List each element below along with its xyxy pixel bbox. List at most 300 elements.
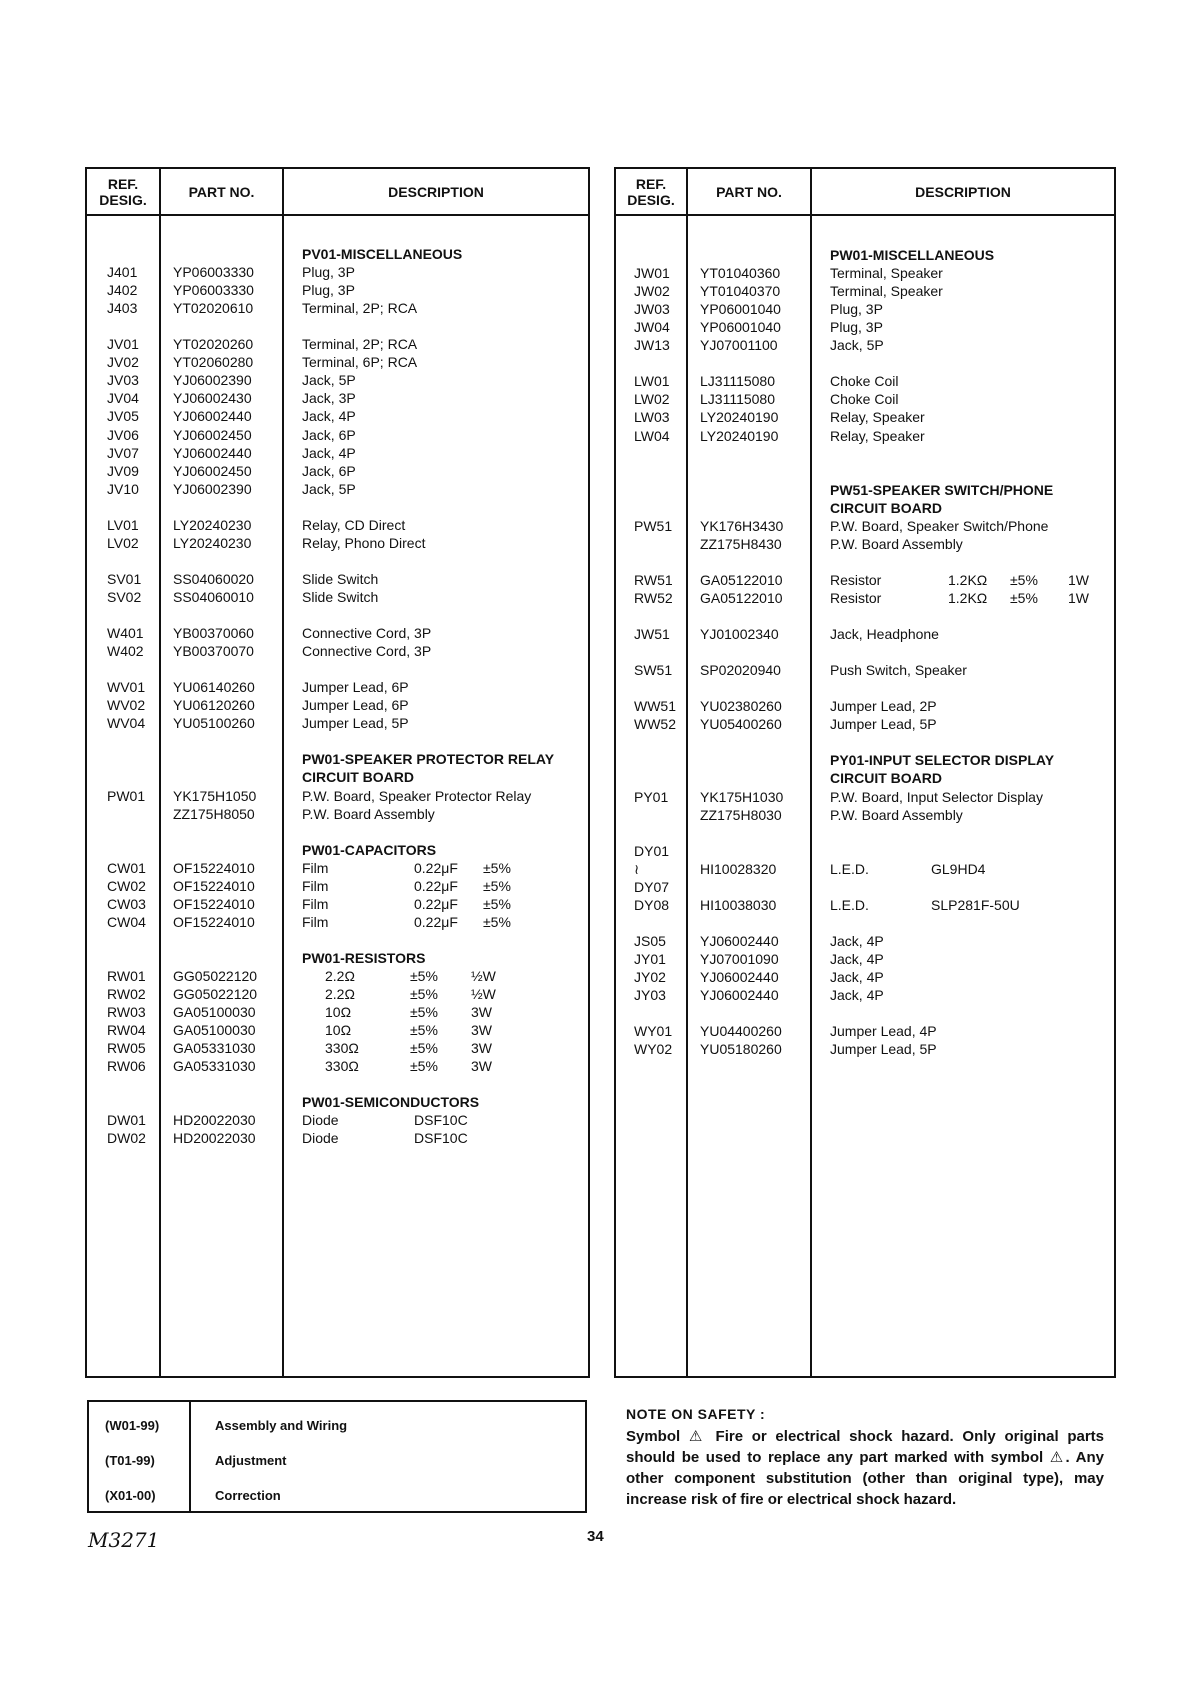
table-row: [616, 788, 1114, 806]
table-row: [87, 805, 588, 823]
ref-desig: JW51: [634, 626, 670, 643]
part-number: YU06120260: [173, 697, 255, 714]
ref-desig: PY01: [634, 788, 669, 805]
spec-value: 0.22μF: [414, 895, 458, 912]
table-row: [87, 696, 588, 714]
ref-desig: J401: [107, 264, 138, 281]
table-row: [87, 389, 588, 407]
part-number: YK176H3430: [700, 517, 784, 534]
part-number: YT02020260: [173, 336, 254, 353]
table-row: [616, 372, 1114, 390]
section-title: PV01-MISCELLANEOUS: [302, 246, 463, 262]
spec-value: 0.22μF: [414, 859, 458, 876]
ref-desig: JY02: [634, 969, 666, 985]
ref-desig: WY02: [634, 1041, 673, 1058]
table-row: [87, 1057, 588, 1075]
section-title: PW01-RESISTORS: [302, 949, 426, 966]
section-heading: [616, 499, 1114, 517]
ref-desig: SV02: [107, 588, 142, 605]
ref-desig-header: REF. DESIG.: [627, 175, 675, 208]
ref-desig: JW04: [634, 319, 670, 336]
ref-desig: CW03: [107, 895, 146, 912]
description: Jumper Lead, 5P: [830, 1041, 937, 1058]
spec-value: 0.22μF: [414, 913, 458, 930]
part-number: YJ06002390: [173, 372, 252, 389]
description: Jumper Lead, 6P: [302, 697, 409, 714]
description-header: DESCRIPTION: [915, 183, 1011, 200]
description: Jack, 5P: [302, 480, 356, 497]
part-number: YU05180260: [700, 1041, 782, 1058]
section-title: PW51-SPEAKER SWITCH/PHONE: [830, 481, 1054, 498]
safety-note: [626, 1406, 1104, 1510]
description: Resistor: [830, 589, 882, 606]
section-heading: [616, 481, 1114, 499]
part-number: HD20022030: [173, 1130, 256, 1147]
table-row: [87, 371, 588, 389]
ref-desig: ≀: [634, 860, 640, 877]
table-row: [616, 950, 1114, 968]
ref-desig: JY03: [634, 987, 666, 1004]
section-title: PW01-MISCELLANEOUS: [830, 247, 995, 263]
ref-desig: W402: [107, 643, 144, 660]
tolerance: ±5%: [1010, 589, 1038, 606]
section-heading: [87, 949, 588, 967]
part-number: YT01040370: [700, 283, 781, 300]
ref-desig: LW04: [634, 427, 670, 444]
description: Connective Cord, 3P: [302, 643, 432, 660]
description: Terminal, 2P; RCA: [302, 300, 418, 317]
section-heading: [87, 1093, 588, 1111]
revision-legend: [87, 1400, 587, 1513]
ref-desig: JV04: [107, 390, 139, 407]
description: Resistor: [830, 571, 882, 588]
description: Jack, 6P: [302, 462, 356, 479]
part-number: GA05122010: [700, 571, 783, 588]
legend-row: (W01-99) Assembly and Wiring: [105, 1418, 348, 1433]
table-row: [616, 571, 1114, 589]
wattage: 3W: [471, 1022, 492, 1039]
part-number: SS04060010: [173, 588, 254, 605]
ref-desig: W401: [107, 625, 144, 642]
part-number: YJ01002340: [700, 626, 779, 643]
ref-desig: J403: [107, 300, 138, 317]
ref-desig: RW51: [634, 571, 673, 588]
spec-tolerance: ±5%: [483, 895, 511, 912]
wattage: 3W: [471, 1040, 492, 1057]
tolerance: ±5%: [410, 1004, 438, 1021]
table-row: [87, 407, 588, 425]
part-number: YJ07001090: [700, 950, 779, 967]
description: Jack, 4P: [830, 932, 884, 949]
ref-desig: WV01: [107, 679, 146, 696]
part-number: GA05331030: [173, 1040, 256, 1057]
ref-desig: DY07: [634, 878, 670, 895]
tolerance: ±5%: [1010, 571, 1038, 588]
ref-desig: CW01: [107, 859, 146, 876]
description: L.E.D.: [830, 896, 869, 913]
part-number: YT02060280: [173, 354, 254, 371]
part-number: YT02020610: [173, 300, 254, 317]
description: Jumper Lead, 5P: [302, 715, 409, 732]
ref-desig: JY01: [634, 950, 666, 967]
ref-desig: RW03: [107, 1004, 146, 1021]
table-row: [616, 517, 1114, 535]
ref-desig: JW01: [634, 265, 670, 282]
part-number: HI10028320: [700, 860, 777, 877]
part-number: OF15224010: [173, 877, 255, 894]
ref-desig: WW52: [634, 716, 676, 733]
ref-desig: RW02: [107, 986, 146, 1003]
description: P.W. Board Assembly: [830, 535, 963, 552]
description: P.W. Board, Speaker Protector Relay: [302, 787, 532, 804]
table-row: [87, 516, 588, 534]
description: Jack, 4P: [830, 969, 884, 985]
ref-desig: DW01: [107, 1112, 146, 1129]
ref-desig: RW04: [107, 1022, 146, 1039]
table-row: [616, 264, 1114, 282]
description: Film: [302, 895, 329, 912]
part-number: GG05022120: [173, 986, 258, 1003]
part-number: ZZ175H8030: [700, 806, 782, 823]
part-number: YP06003330: [173, 264, 254, 281]
description: Plug, 3P: [830, 301, 883, 318]
part-number: YJ06002440: [700, 969, 779, 985]
tolerance: ±5%: [410, 1040, 438, 1057]
ref-desig: RW52: [634, 589, 673, 606]
table-row: [616, 589, 1114, 607]
section-heading: [616, 751, 1114, 769]
resistance: 330Ω: [325, 1058, 359, 1075]
description: P.W. Board Assembly: [830, 806, 963, 823]
safety-note-text: Symbol ⚠ Fire or electrical shock hazard. Only original parts should be used to replace any part marked with symbol ⚠. Any other component substitution (other than original type), may increase risk of fire or electrical shock hazard.: [626, 1428, 1104, 1508]
part-number: OF15224010: [173, 895, 255, 912]
ref-desig: DW02: [107, 1130, 146, 1147]
table-row: [87, 353, 588, 371]
table-row: [616, 390, 1114, 408]
spec-value: DSF10C: [414, 1112, 468, 1129]
part-number: LJ31115080: [700, 391, 775, 408]
description: Jumper Lead, 6P: [302, 679, 409, 696]
table-row: [87, 859, 588, 877]
description: Film: [302, 913, 329, 930]
section-title: PW01-SPEAKER PROTECTOR RELAY: [302, 751, 555, 768]
table-row: [616, 1040, 1114, 1058]
description: Jack, Headphone: [830, 626, 939, 643]
part-number: YJ06002390: [173, 480, 252, 497]
table-row: [616, 896, 1114, 914]
ref-desig: DY01: [634, 842, 670, 859]
part-number: YU05100260: [173, 715, 255, 732]
wattage: 1W: [1068, 589, 1089, 606]
description: Jack, 4P: [302, 444, 356, 461]
table-row: [87, 281, 588, 299]
ref-desig: WY01: [634, 1023, 673, 1040]
section-title: PY01-INPUT SELECTOR DISPLAY: [830, 752, 1055, 769]
part-number: YJ06002450: [173, 426, 252, 443]
wattage: 1W: [1068, 571, 1089, 588]
table-row: [616, 318, 1114, 336]
part-number: ZZ175H8430: [700, 535, 782, 552]
ref-desig: CW04: [107, 913, 146, 930]
part-number: GA05100030: [173, 1004, 256, 1021]
part-number: OF15224010: [173, 913, 255, 930]
wattage: 3W: [471, 1058, 492, 1075]
description: Jack, 4P: [830, 987, 884, 1004]
description: Plug, 3P: [302, 282, 355, 299]
part-number: YU02380260: [700, 698, 782, 715]
description: P.W. Board, Speaker Switch/Phone: [830, 517, 1049, 534]
description: P.W. Board Assembly: [302, 805, 435, 822]
table-row: [87, 570, 588, 588]
ref-desig: JV09: [107, 462, 139, 479]
ref-desig: JW02: [634, 283, 670, 300]
wattage: ½W: [471, 968, 496, 984]
parts-table-left: [85, 167, 590, 1378]
ref-desig: LV01: [107, 516, 139, 533]
part-number: YJ06002430: [173, 390, 252, 407]
table-row: [87, 1111, 588, 1129]
table-row: [87, 263, 588, 281]
part-number: LY20240230: [173, 534, 252, 551]
table-row: [616, 697, 1114, 715]
part-number: YJ06002450: [173, 462, 252, 479]
description: Jack, 4P: [302, 408, 356, 425]
description: Jumper Lead, 4P: [830, 1023, 937, 1040]
resistance: 2.2Ω: [325, 986, 355, 1003]
ref-desig: JV10: [107, 480, 139, 497]
table-row: [87, 480, 588, 498]
table-body: [87, 216, 588, 1376]
ref-desig: SW51: [634, 662, 673, 679]
table-row: [87, 1039, 588, 1057]
section-heading: [87, 245, 588, 263]
description: Diode: [302, 1112, 339, 1129]
ref-desig: RW05: [107, 1040, 146, 1057]
section-heading: [616, 246, 1114, 264]
table-row: [616, 408, 1114, 426]
description: Terminal, 2P; RCA: [302, 336, 418, 353]
part-number: GA05100030: [173, 1022, 256, 1039]
table-row: [87, 426, 588, 444]
description: Terminal, Speaker: [830, 265, 943, 282]
table-row: [616, 968, 1114, 986]
description: Jack, 4P: [830, 950, 884, 967]
spec-value: DSF10C: [414, 1130, 468, 1147]
table-row: [616, 300, 1114, 318]
part-number: YJ06002440: [173, 408, 252, 425]
table-row: [87, 1021, 588, 1039]
table-row: [616, 1022, 1114, 1040]
part-number: GA05122010: [700, 589, 783, 606]
table-row: [87, 967, 588, 985]
description: Relay, CD Direct: [302, 516, 406, 533]
part-number: YT01040360: [700, 265, 781, 282]
table-row: [87, 895, 588, 913]
part-number: YJ06002440: [700, 987, 779, 1004]
table-row: [616, 282, 1114, 300]
ref-desig: JS05: [634, 932, 666, 949]
part-number: SS04060020: [173, 570, 254, 587]
part-number: YP06001040: [700, 301, 781, 318]
description: Jack, 5P: [302, 372, 356, 389]
description: Terminal, Speaker: [830, 283, 943, 300]
table-row: [87, 913, 588, 931]
table-row: [616, 806, 1114, 824]
ref-desig: JV07: [107, 444, 139, 461]
resistance: 10Ω: [325, 1004, 352, 1021]
table-row: [87, 678, 588, 696]
ref-desig: JV03: [107, 372, 139, 389]
ref-desig: LW02: [634, 391, 670, 408]
tolerance: ±5%: [410, 968, 438, 984]
ref-desig: JV01: [107, 336, 139, 353]
part-number: YP06003330: [173, 282, 254, 299]
tolerance: ±5%: [410, 1022, 438, 1039]
resistance: 2.2Ω: [325, 968, 355, 984]
part-number: ZZ175H8050: [173, 805, 255, 822]
table-row: [87, 299, 588, 317]
part-no-header: PART NO.: [188, 183, 255, 200]
part-number: YU04400260: [700, 1023, 782, 1040]
table-row: [87, 714, 588, 732]
description: Slide Switch: [302, 570, 379, 587]
table-row: [87, 1003, 588, 1021]
table-row: [87, 462, 588, 480]
table-body: [616, 216, 1114, 1376]
part-number: YJ07001100: [700, 337, 778, 354]
table-row: [87, 624, 588, 642]
section-heading: [87, 750, 588, 768]
ref-desig: CW02: [107, 877, 146, 894]
part-number: YU05400260: [700, 716, 782, 733]
wattage: ½W: [471, 986, 496, 1003]
table-row: [616, 860, 1114, 878]
part-number: LJ31115080: [700, 373, 775, 390]
resistance: 10Ω: [325, 1022, 352, 1039]
description: Jumper Lead, 5P: [830, 716, 937, 733]
section-title: CIRCUIT BOARD: [830, 499, 942, 516]
section-heading: [87, 768, 588, 786]
part-number: LY20240190: [700, 409, 779, 426]
ref-desig-header: REF. DESIG.: [99, 175, 147, 208]
part-number: HI10038030: [700, 896, 777, 913]
parts-table-right: [614, 167, 1116, 1378]
ref-desig: RW06: [107, 1058, 146, 1075]
spec-tolerance: ±5%: [483, 859, 511, 876]
resistance: 1.2KΩ: [948, 571, 988, 588]
legend-row: (T01-99) Adjustment: [105, 1453, 287, 1468]
description: Film: [302, 859, 329, 876]
table-row: [616, 932, 1114, 950]
part-number: YK175H1050: [173, 787, 257, 804]
table-row: [87, 985, 588, 1003]
ref-desig: JW03: [634, 301, 670, 318]
table-row: [616, 715, 1114, 733]
safety-note-title: NOTE ON SAFETY :: [626, 1406, 766, 1422]
ref-desig: JV06: [107, 426, 139, 443]
description: Jack, 3P: [302, 390, 356, 407]
tolerance: ±5%: [410, 986, 438, 1003]
ref-desig: LW01: [634, 373, 670, 390]
spec-value: GL9HD4: [931, 860, 986, 877]
part-number: YK175H1030: [700, 788, 784, 805]
ref-desig: JV02: [107, 354, 139, 371]
table-row: [87, 588, 588, 606]
ref-desig: RW01: [107, 968, 146, 984]
part-number: LY20240190: [700, 427, 779, 444]
wattage: 3W: [471, 1004, 492, 1021]
ref-desig: WV04: [107, 715, 146, 732]
table-row: [87, 534, 588, 552]
ref-desig: WV02: [107, 697, 146, 714]
ref-desig: LV02: [107, 534, 139, 551]
table-row: [616, 878, 1114, 896]
part-number: YB00370070: [173, 643, 254, 660]
table-row: [87, 444, 588, 462]
ref-desig: JV05: [107, 408, 139, 425]
table-row: [616, 427, 1114, 445]
description: Jumper Lead, 2P: [830, 698, 937, 715]
table-row: [87, 877, 588, 895]
description: Film: [302, 877, 329, 894]
section-title: PW01-SEMICONDUCTORS: [302, 1094, 480, 1111]
ref-desig: SV01: [107, 570, 142, 587]
part-number: SP02020940: [700, 662, 781, 679]
section-heading: [616, 769, 1114, 787]
description: Jack, 5P: [830, 337, 884, 354]
table-row: [616, 625, 1114, 643]
ref-desig: LW03: [634, 409, 670, 426]
table-row: [616, 535, 1114, 553]
table-row: [616, 842, 1114, 860]
part-number: LY20240230: [173, 516, 252, 533]
description: Relay, Speaker: [830, 427, 925, 444]
description: P.W. Board, Input Selector Display: [830, 788, 1043, 805]
description: Relay, Phono Direct: [302, 534, 426, 551]
description: Slide Switch: [302, 588, 379, 605]
ref-desig: DY08: [634, 896, 670, 913]
section-title: CIRCUIT BOARD: [830, 770, 942, 787]
section-title: PW01-CAPACITORS: [302, 841, 437, 858]
resistance: 1.2KΩ: [948, 589, 988, 606]
part-number: GG05022120: [173, 968, 258, 984]
description: Push Switch, Speaker: [830, 662, 967, 679]
table-row: [87, 642, 588, 660]
section-heading: [87, 841, 588, 859]
table-row: [87, 335, 588, 353]
description: Relay, Speaker: [830, 409, 925, 426]
page-number: 34: [587, 1528, 604, 1545]
part-number: GA05331030: [173, 1058, 256, 1075]
part-number: YJ06002440: [700, 932, 779, 949]
description: L.E.D.: [830, 860, 869, 877]
tolerance: ±5%: [410, 1058, 438, 1075]
table-row: [87, 1129, 588, 1147]
part-no-header: PART NO.: [716, 183, 782, 200]
description-header: DESCRIPTION: [388, 183, 484, 200]
ref-desig: PW01: [107, 787, 146, 804]
description: Plug, 3P: [302, 264, 355, 281]
description: Jack, 6P: [302, 426, 356, 443]
description: Connective Cord, 3P: [302, 625, 432, 642]
description: Choke Coil: [830, 391, 899, 408]
description: Choke Coil: [830, 373, 899, 390]
spec-tolerance: ±5%: [483, 877, 511, 894]
ref-desig: J402: [107, 282, 138, 299]
spec-tolerance: ±5%: [483, 913, 511, 930]
part-number: YJ06002440: [173, 444, 252, 461]
ref-desig: JW13: [634, 337, 670, 354]
